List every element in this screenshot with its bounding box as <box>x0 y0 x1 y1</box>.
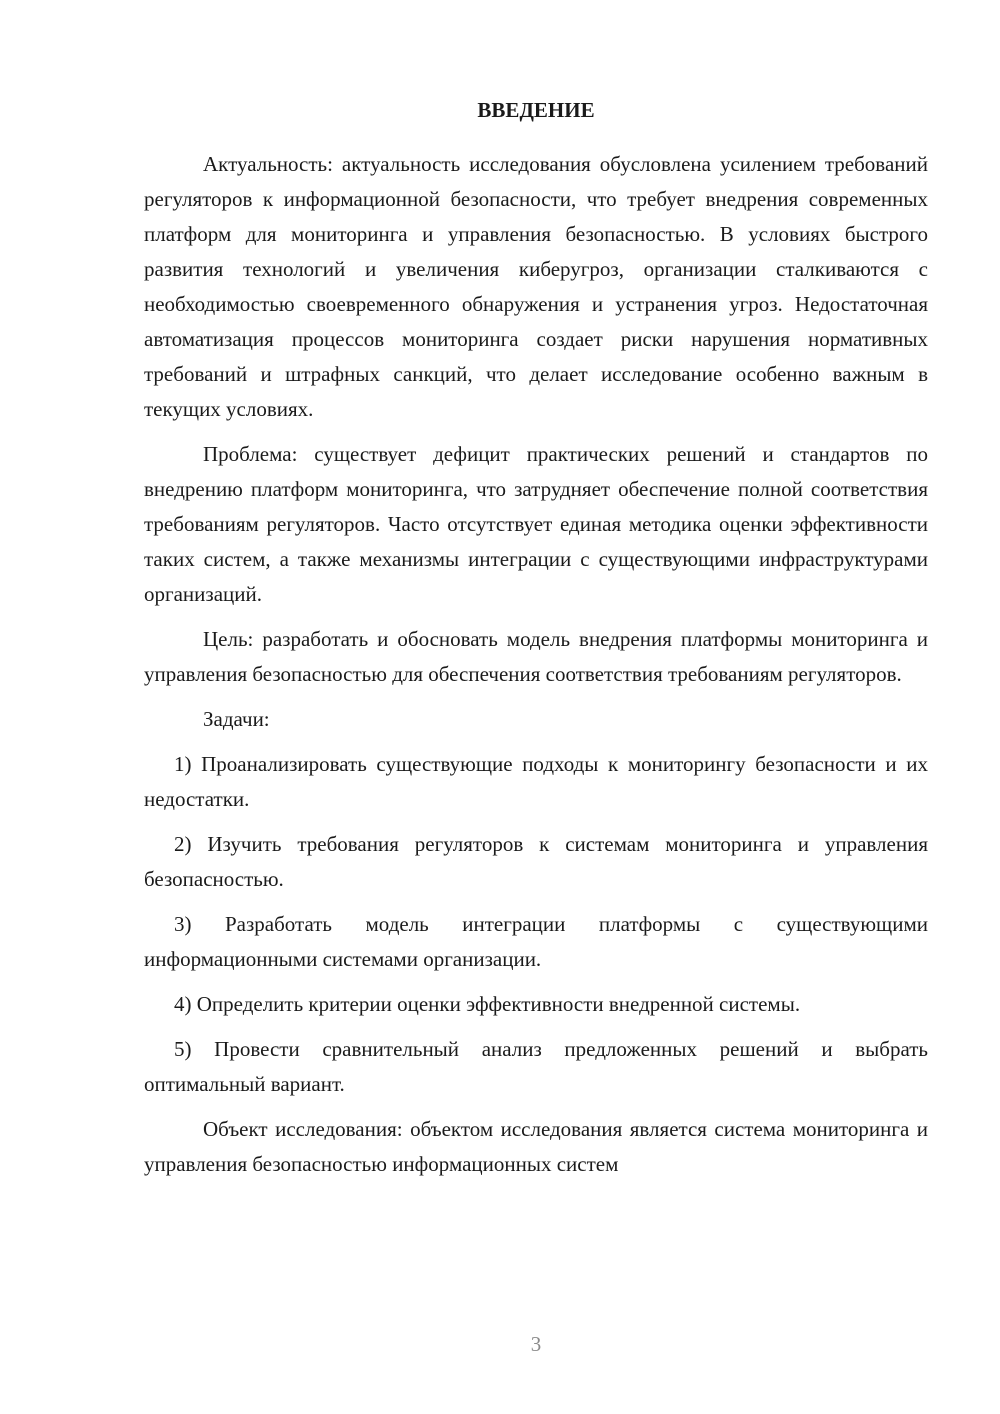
task-item-4: 4) Определить критерии оценки эффективности внедренной системы. <box>174 992 801 1016</box>
paragraph-object: Объект исследования: объектом исследования является система мониторинга и управления безопасностью информационных систем <box>144 1117 928 1176</box>
task-item-2: 2) Изучить требования регуляторов к системам мониторинга и управления безопасностью. <box>144 832 928 891</box>
page-number: 3 <box>530 1332 542 1356</box>
task-item-5: 5) Провести сравнительный анализ предложенных решений и выбрать оптимальный вариант. <box>144 1037 928 1096</box>
paragraph-problem: Проблема: существует дефицит практических решений и стандартов по внедрению платформ мониторинга, что затрудняет обеспечение полной соответствия требованиям регуляторов. Часто отсутствует единая методика оценки эффективности таких систем, а также механизмы интеграции с существующими инфраструктурами организаций. <box>144 442 928 606</box>
section-title: ВВЕДЕНИЕ <box>477 98 595 122</box>
task-item-3: 3) Разработать модель интеграции платформы с существующими информационными системами организации. <box>144 912 928 971</box>
page-content <box>144 93 928 1192</box>
paragraph-relevance: Актуальность: актуальность исследования обусловлена усилением требований регуляторов к информационной безопасности, что требует внедрения современных платформ для мониторинга и управления безопасностью. В условиях быстрого развития технологий и увеличения киберугроз, организации сталкиваются с необходимостью своевременного обнаружения и устранения угроз. Недостаточная автоматизация процессов мониторинга создает риски нарушения нормативных требований и штрафных санкций, что делает исследование особенно важным в текущих условиях. <box>144 152 928 421</box>
paragraph-goal: Цель: разработать и обосновать модель внедрения платформы мониторинга и управления безопасностью для обеспечения соответствия требованиям регуляторов. <box>144 627 928 686</box>
task-item-1: 1) Проанализировать существующие подходы к мониторингу безопасности и их недостатки. <box>144 752 928 811</box>
tasks-heading: Задачи: <box>203 707 270 731</box>
